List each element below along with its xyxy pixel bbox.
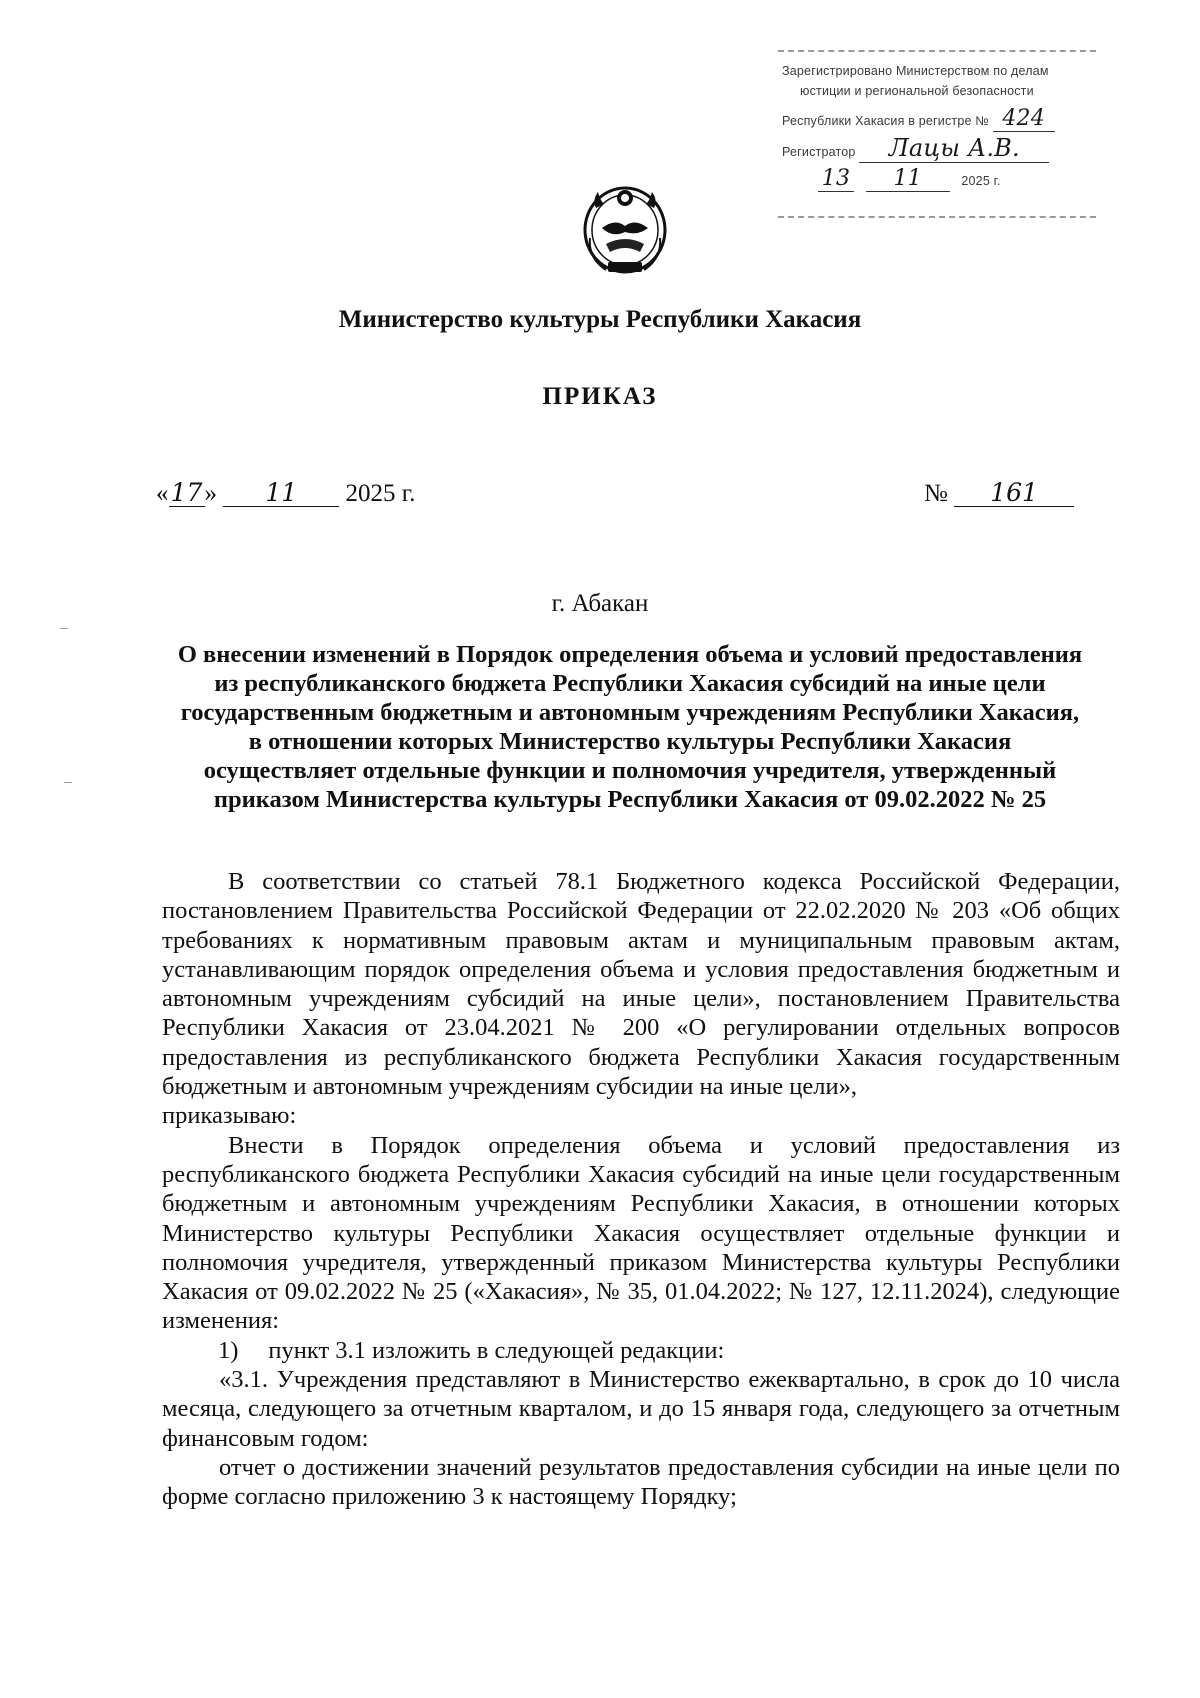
preamble-paragraph: В соответствии со статьей 78.1 Бюджетного кодекса Российской Федерации, постановлением Правительства Российской Федерации от 22.02.2020 № 203 «Об общих требованиях к нормативным правовым актам и муниципальным правовым актам, устанавливающим порядок определения объема и условия предоставления бюджетным и автономным учреждениям субсидий на иные цели», постановлением Правительства Республики Хакасия от 23.04.2021 № 200 «О регулировании отдельных вопросов предоставления из республиканского бюджета Республики Хакасия государственным бюджетным и автономным учреждениям субсидии на иные цели», (162, 868, 1120, 1101)
list-item (162, 1336, 1120, 1365)
order-month: 11 (223, 480, 339, 507)
stamp-date-month: 11 (866, 166, 950, 192)
title-line: О внесении изменений в Порядок определения объема и условий предоставления (177, 641, 1083, 668)
clause-3-1-paragraph: «3.1. Учреждения представляют в Министерство ежеквартально, в срок до 10 числа месяца, следующего за отчетным кварталом, и до 15 января года, следующего за отчетным финансовым годом: (162, 1366, 1120, 1452)
title-line: в отношении которых Министерство культуры Республики Хакасия (248, 728, 1012, 755)
khakassia-coat-of-arms-icon (580, 178, 670, 282)
margin-mark (60, 628, 68, 629)
stamp-registrar-label: Регистратор (782, 145, 856, 159)
order-day: 17 (169, 480, 205, 507)
stamp-line-3 (782, 106, 1055, 132)
stamp-date-year: 2025 г. (961, 174, 1001, 188)
margin-mark (64, 782, 72, 783)
stamp-bottom-border (778, 216, 1096, 218)
stamp-registry-number: 424 (993, 106, 1055, 132)
stamp-line-1: Зарегистрировано Министерством по делам (782, 64, 1049, 78)
document-body (162, 867, 1120, 1512)
ministry-name: Министерство культуры Республики Хакасия (338, 306, 862, 333)
title-line: осуществляет отдельные функции и полномочия учредителя, утвержденный (203, 757, 1057, 784)
document-title (150, 640, 1110, 814)
list-item-number: 1) (218, 1336, 239, 1364)
stamp-date-day: 13 (818, 166, 854, 192)
order-number-value: 161 (954, 480, 1074, 507)
order-number-label: № (924, 480, 948, 507)
order-word: приказываю: (162, 1102, 297, 1130)
stamp-registry-label: Республики Хакасия в регистре № (782, 114, 989, 128)
title-line: из республиканского бюджета Республики Хакасия субсидий на иные цели (214, 670, 1046, 697)
stamp-line-4 (782, 134, 1049, 163)
title-line: приказом Министерства культуры Республики Хакасия от 09.02.2022 № 25 (213, 786, 1047, 813)
stamp-top-border (778, 50, 1096, 52)
stamp-line-2: юстиции и региональной безопасности (800, 84, 1034, 98)
order-date (156, 480, 415, 508)
stamp-date (818, 166, 1001, 192)
document-type: ПРИКАЗ (542, 383, 658, 410)
stamp-registrar-signature: Лацы А.В. (859, 134, 1049, 163)
directive-paragraph: Внести в Порядок определения объема и условий предоставления из республиканского бюджета Республики Хакасия субсидий на иные цели государственным бюджетным и автономным учреждениям Республики Хакасия, в отношении которых Министерство культуры Республики Хакасия осуществляет отдельные функции и полномочия учредителя, утвержденный приказом Министерства культуры Республики Хакасия от 09.02.2022 № 25 («Хакасия», № 35, 01.04.2022; № 127, 12.11.2024), следующие изменения: (162, 1131, 1120, 1335)
city: г. Абакан (551, 590, 649, 617)
order-year: 2025 г. (345, 480, 416, 507)
title-line: государственным бюджетным и автономным учреждениям Республики Хакасия, (180, 699, 1080, 726)
registration-stamp (778, 42, 1098, 224)
date-quote-close: » (204, 480, 217, 507)
date-quote-open: « (156, 480, 169, 507)
report-paragraph: отчет о достижении значений результатов предоставления субсидии на иные цели по форме согласно приложению 3 к настоящему Порядку; (162, 1453, 1120, 1511)
order-number (924, 480, 1074, 508)
list-item-text: пункт 3.1 изложить в следующей редакции: (268, 1336, 725, 1364)
